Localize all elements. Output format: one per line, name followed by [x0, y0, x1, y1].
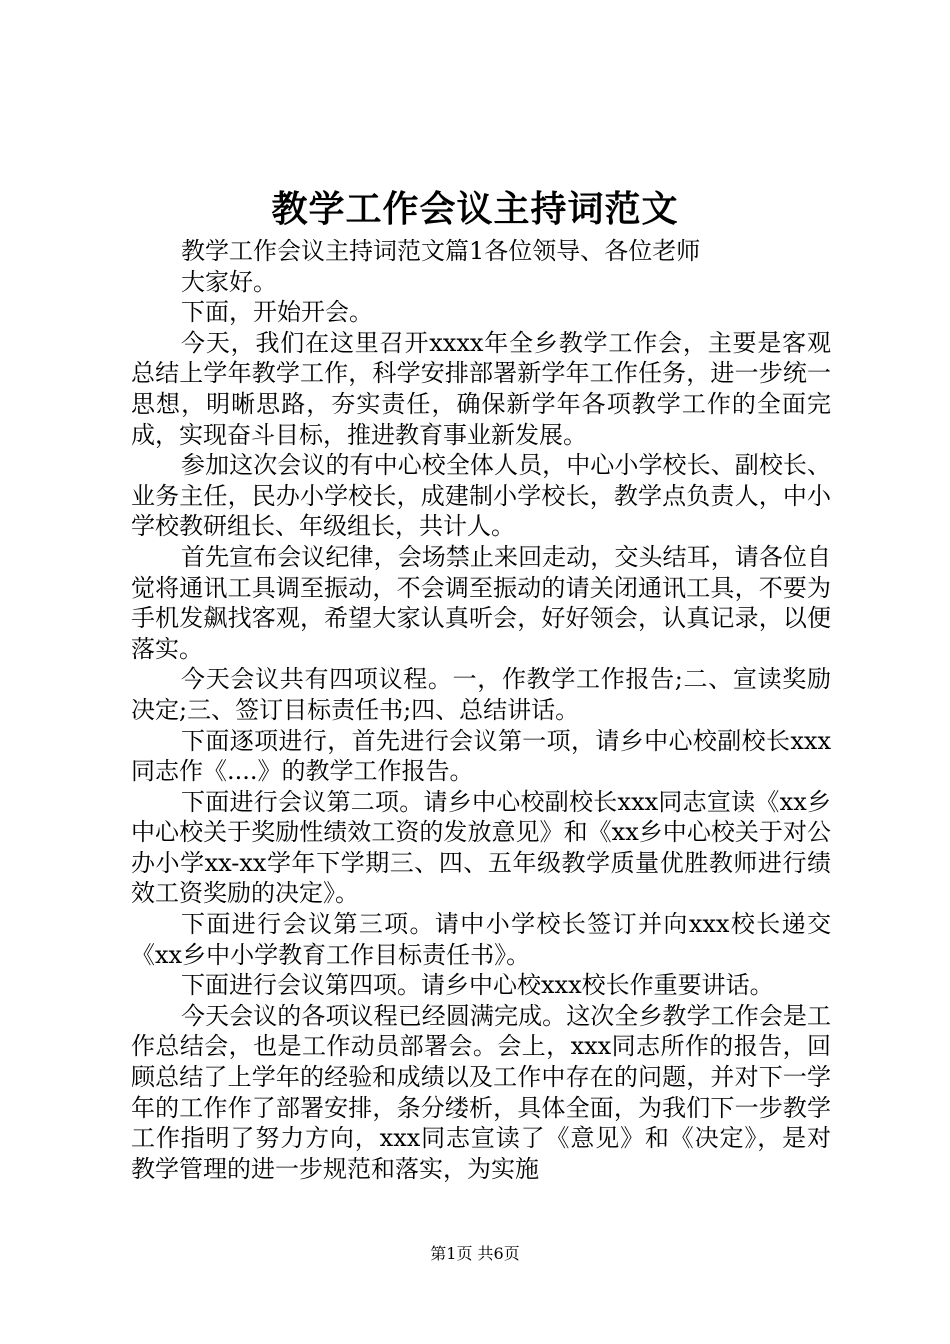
- paragraph-greeting: 大家好。: [181, 267, 277, 296]
- paragraph-agenda: 今天会议共有四项议程。一，作教学工作报告;二、宣读奖励决定;三、签订目标责任书;四、总结讲话。: [131, 665, 831, 724]
- paragraph-item-two: 下面进行会议第二项。请乡中心校副校长xxx同志宣读《xx乡中心校关于奖励性绩效工资的发放意见》和《xx乡中心校关于对公办小学xx-xx学年下学期三、四、五年级教学质量优胜教师进行绩效工资奖励的决定》。: [131, 787, 831, 908]
- paragraph-summary: 今天会议的各项议程已经圆满完成。这次全乡教学工作会是工作总结会，也是工作动员部署会。会上，xxx同志所作的报告，回顾总结了上学年的经验和成绩以及工作中存在的问题，并对下一学年的工作作了部署安排，条分缕析，具体全面，为我们下一步教学工作指明了努力方向，xxx同志宣读了《意见》和《决定》，是对教学管理的进一步规范和落实，为实施: [131, 1001, 831, 1183]
- page-indicator: 第1页 共6页: [430, 1244, 520, 1263]
- paragraph-opening: 教学工作会议主持词范文篇1各位领导、各位老师: [181, 237, 701, 265]
- paragraph-item-three: 下面进行会议第三项。请中小学校长签订并向xxx校长递交《xx乡中小学教育工作目标责任书》。: [131, 910, 831, 969]
- paragraph-start: 下面，开始开会。: [181, 298, 373, 327]
- paragraph-purpose: 今天，我们在这里召开xxxx年全乡教学工作会，主要是客观总结上学年教学工作，科学安排部署新学年工作任务，进一步统一思想，明晰思路，夯实责任，确保新学年各项教学工作的全面完成，实现奋斗目标，推进教育事业新发展。: [131, 328, 831, 449]
- paragraph-item-one: 下面逐项进行，首先进行会议第一项，请乡中心校副校长xxx同志作《....》的教学工作报告。: [131, 726, 831, 786]
- paragraph-discipline: 首先宣布会议纪律，会场禁止来回走动，交头结耳，请各位自觉将通讯工具调至振动，不会调至振动的请关闭通讯工具，不要为手机发飙找客观，希望大家认真听会，好好领会，认真记录，以便落实。: [131, 542, 831, 663]
- document-body: [131, 236, 831, 1184]
- document-title: 教学工作会议主持词范文: [271, 188, 679, 230]
- paragraph-item-four: 下面进行会议第四项。请乡中心校xxx校长作重要讲话。: [181, 971, 774, 1000]
- paragraph-attendees: 参加这次会议的有中心校全体人员，中心小学校长、副校长、业务主任，民办小学校长，成建制小学校长，教学点负责人，中小学校教研组长、年级组长，共计人。: [131, 451, 831, 541]
